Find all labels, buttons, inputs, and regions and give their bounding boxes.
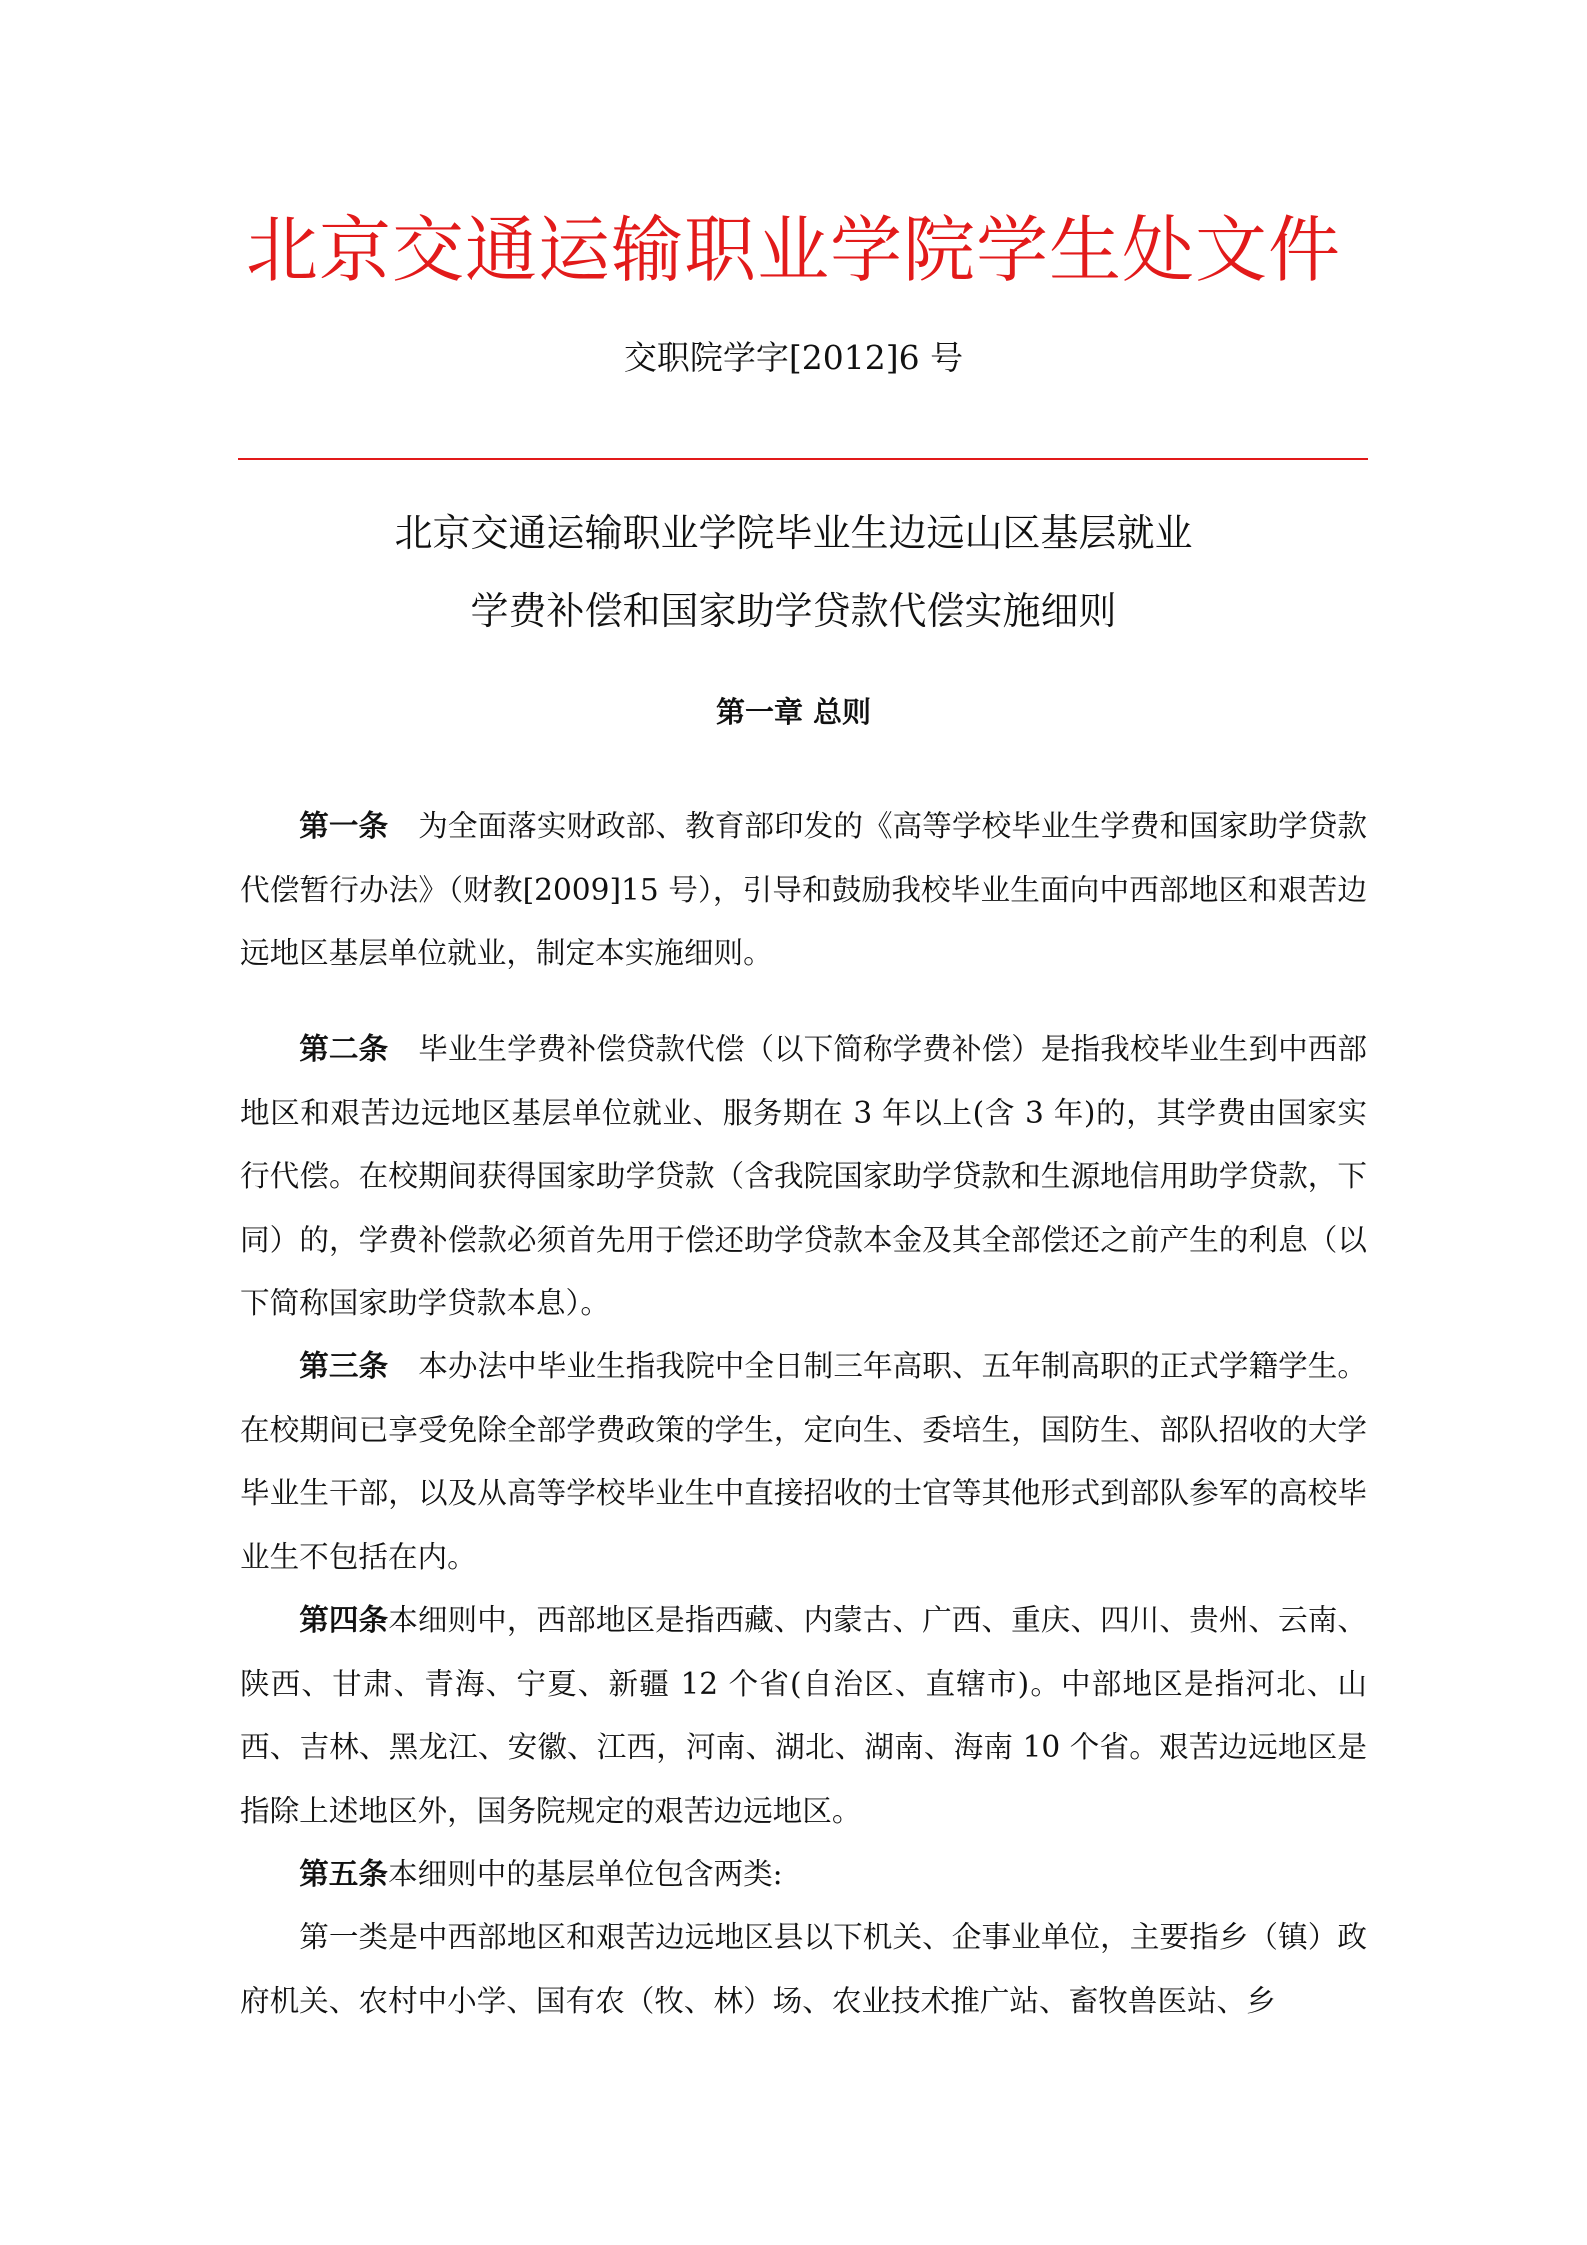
red-divider-line [238,458,1368,460]
article-2 [240,1018,1367,1336]
article-5-text: 本细则中的基层单位包含两类: [387,1857,783,1891]
article-1-label: 第一条 [299,809,389,843]
masthead-title: 北京交通运输职业学院学生处文件 [245,208,1341,292]
article-5-paragraph-1: 第一类是中西部地区和艰苦边远地区县以下机关、企事业单位，主要指乡（镇）政府机关、农村中小学、国有农（牧、林）场、农业技术推广站、畜牧兽医站、乡 [240,1920,1367,2018]
document-title-line-1: 北京交通运输职业学院毕业生边远山区基层就业 [394,511,1193,555]
document-title-line-2: 学费补偿和国家助学贷款代偿实施细则 [470,589,1117,633]
article-2-label: 第二条 [299,1032,389,1066]
article-5-label: 第五条 [299,1857,388,1891]
article-5 [240,1843,1367,1907]
article-2-text: 毕业生学费补偿贷款代偿（以下简称学费补偿）是指我校毕业生到中西部地区和艰苦边远地区基层单位就业、服务期在 3 年以上(含 3 年)的，其学费由国家实行代偿。在校期间获得国家助学贷款（含我院国家助学贷款和生源地信用助学贷款，下同）的，学费补偿款必须首先用于偿还助学贷款本金及其全部偿还之前产生的利息（以下简称国家助学贷款本息）。 [240,1032,1368,1320]
article-1 [240,795,1367,986]
article-1-text: 为全面落实财政部、教育部印发的《高等学校毕业生学费和国家助学贷款代偿暂行办法》（财教[2009]15 号），引导和鼓励我校毕业生面向中西部地区和艰苦边远地区基层单位就业，制定本实施细则。 [240,809,1368,970]
article-4-label: 第四条 [299,1603,389,1637]
article-3-text: 本办法中毕业生指我院中全日制三年高职、五年制高职的正式学籍学生。在校期间已享受免除全部学费政策的学生，定向生、委培生，国防生、部队招收的大学毕业生干部，以及从高等学校毕业生中直接招收的士官等其他形式到部队参军的高校毕业生不包括在内。 [240,1349,1368,1574]
article-3-label: 第三条 [299,1349,389,1383]
article-4-text: 本细则中，西部地区是指西藏、内蒙古、广西、重庆、四川、贵州、云南、陕西、甘肃、青海、宁夏、新疆 12 个省(自治区、直辖市)。中部地区是指河北、山西、吉林、黑龙江、安徽、江西，河南、湖北、湖南、海南 10 个省。艰苦边远地区是指除上述地区外，国务院规定的艰苦边远地区。 [240,1603,1368,1828]
article-4 [240,1589,1367,1843]
document-title [0,494,1587,650]
article-3 [240,1335,1367,1589]
document-number: 交职院学字[2012]6 号 [623,338,964,377]
chapter-heading: 第一章 总则 [715,695,872,729]
